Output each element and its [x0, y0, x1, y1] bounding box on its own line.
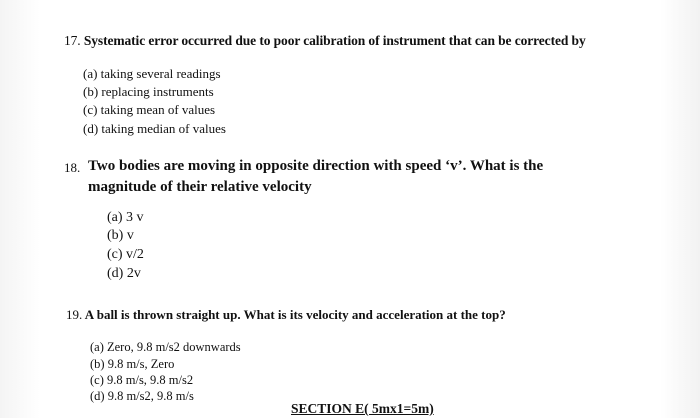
question-text-line-2: magnitude of their relative velocity [88, 179, 312, 195]
option-d: (d) 9.8 m/s2, 9.8 m/s [90, 389, 194, 403]
question-number: 19. [66, 307, 83, 322]
question-number: 18. [64, 160, 81, 175]
question-17 [64, 33, 586, 49]
option-b: (b) 9.8 m/s, Zero [90, 357, 175, 371]
question-text-line-1: Two bodies are moving in opposite direction with speed ‘v’. What is the [88, 158, 544, 174]
question-text: Systematic error occurred due to poor calibration of instrument that can be corrected by [83, 33, 586, 48]
option-d: (d) 2v [107, 266, 141, 281]
option-c: (c) v/2 [107, 247, 144, 262]
option-b: (b) v [107, 228, 134, 243]
option-a: (a) taking several readings [83, 66, 221, 81]
question-19 [66, 307, 506, 323]
question-number: 17. [64, 33, 81, 48]
section-heading: SECTION E( 5mx1=5m) [291, 401, 434, 416]
option-a: (a) 3 v [107, 210, 144, 225]
option-c: (c) taking mean of values [83, 102, 216, 117]
option-c: (c) 9.8 m/s, 9.8 m/s2 [90, 373, 194, 387]
option-a: (a) Zero, 9.8 m/s2 downwards [90, 340, 241, 354]
option-b: (b) replacing instruments [83, 84, 214, 99]
question-18 [64, 156, 648, 198]
question-text: A ball is thrown straight up. What is its velocity and acceleration at the top? [84, 307, 506, 322]
option-d: (d) taking median of values [83, 121, 226, 136]
